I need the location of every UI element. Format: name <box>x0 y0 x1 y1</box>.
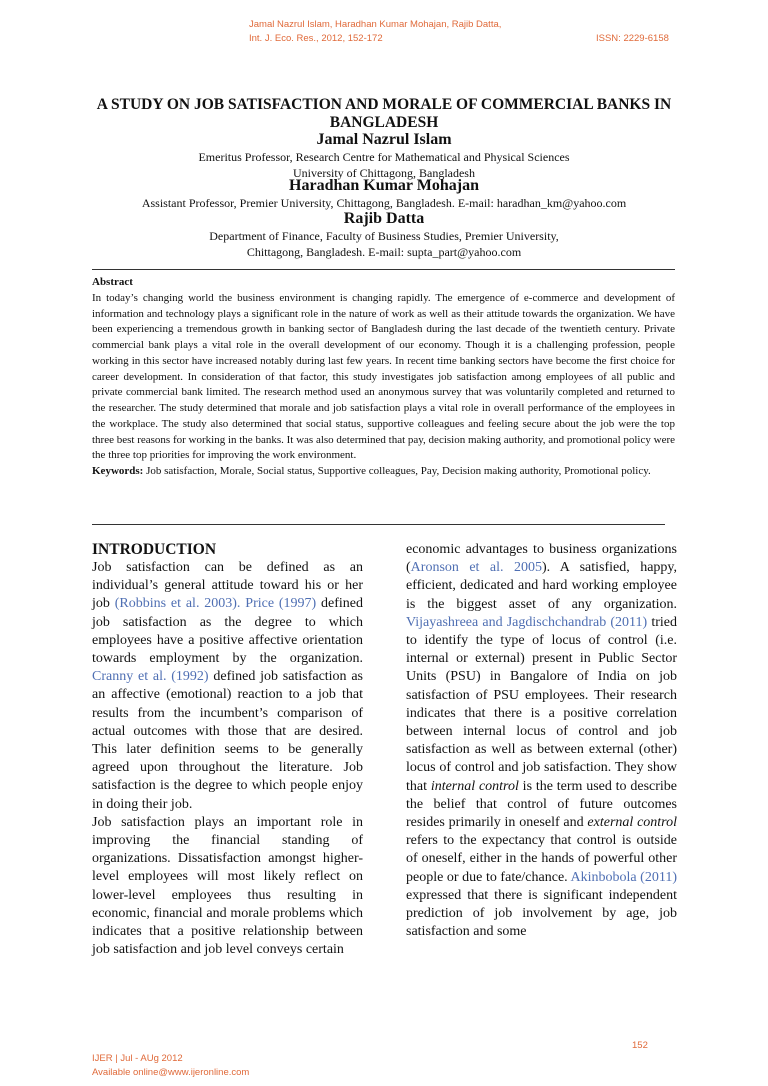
running-header-issn: ISSN: 2229-6158 <box>596 33 669 44</box>
keywords-label: Keywords: <box>92 465 144 477</box>
citation-link[interactable]: Price (1997) <box>245 596 317 612</box>
author-affiliation: University of Chittagong, Bangladesh <box>293 165 475 180</box>
citation-link[interactable]: Vijayashreea and Jagdischchandrab (2011) <box>406 614 648 630</box>
author-affiliation: Emeritus Professor, Research Centre for Mathematical and Physical Sciences <box>198 150 570 164</box>
footer-website: Available online@www.ijeronline.com <box>92 1067 250 1078</box>
section-heading: INTRODUCTION <box>92 541 217 558</box>
running-header-journal: Int. J. Eco. Res., 2012, 152-172 <box>249 33 383 44</box>
emphasis: external control <box>587 815 677 831</box>
citation-link[interactable]: Cranny et al. (1992) <box>92 669 209 685</box>
citation-link[interactable]: (Robbins et al. 2003). <box>114 596 241 612</box>
author-block-2 <box>70 177 698 212</box>
citation-link[interactable]: Akinbobola (2011) <box>570 869 677 885</box>
author-name: Jamal Nazrul Islam <box>316 131 452 148</box>
abstract-heading: Abstract <box>92 276 133 288</box>
emphasis: internal control <box>430 778 519 794</box>
abstract-text: In today’s changing world the business environment is changing rapidly. The emergence of e-commerce and development of information and technology plays a significant role in the nature of work as well as their attitude towards the organization. We have been experiencing a tremendous growth in banking sector of Bangladesh during the last decade of the twentieth century. Private commercial bank plays a vital role in the overall development of our economy. Though it is a challenging profession, people working in this sector have increased notably during last few years. In recent time banking sectors have become the first choice for career development. In consideration of that factor, this study investigates job satisfaction among employees of all public and private commercial bank limited. The research method used an anonymous survey that was voluntarily completed and returned to the researcher. The study determined that morale and job satisfaction plays a vital role in overall performance of the employees in the workplace. The study also determined that social status, supportive colleagues and feeling secure about the job were the top three best reasons for working in the banks. It was also determined that pay, decision making authority, and promotional policy were the three top priorities for improving the work environment. <box>92 291 675 462</box>
author-name: Rajib Datta <box>343 210 425 227</box>
intro-right-column <box>406 541 677 941</box>
intro-left-column <box>92 541 363 959</box>
page-number: 152 <box>632 1040 648 1051</box>
keywords-text: Job satisfaction, Morale, Social status, Supportive colleagues, Pay, Decision making authority, Promotional policy. <box>146 465 651 477</box>
section-divider <box>92 269 675 270</box>
paper-title: A STUDY ON JOB SATISFACTION AND MORALE OF COMMERCIAL BANKS IN BANGLADESH <box>96 96 672 131</box>
footer-journal: IJER | Jul - AUg 2012 <box>92 1053 183 1064</box>
author-name: Haradhan Kumar Mohajan <box>289 177 479 194</box>
paragraph: economic advantages to business organizations (Aronson et al. 2005). A satisfied, happy, efficient, dedicated and hard working employee is the biggest asset of any organization. Vijayashreea and Jagdischchandrab (2011) tried to identify the type of locus of control (i.e. internal or external) present in Public Sector Units (PSU) in Bangalore of India on job satisfaction of PSU employees. Their research indicates that there is a positive correlation between internal locus of control and job satisfaction as well as between external (other) locus of control and job satisfaction. They show that internal control is the term used to describe the belief that control of future outcomes resides primarily in oneself and external control refers to the expectancy that control is outside of oneself, either in the hands of powerful other people or due to fate/chance. Akinbobola (2011) expressed that there is significant independent prediction of job involvement by age, job satisfaction and some <box>406 542 678 940</box>
author-affiliation: Assistant Professor, Premier University, Chittagong, Bangladesh. E-mail: haradhan_km@yahoo.com <box>141 196 627 210</box>
paragraph: Job satisfaction plays an important role in improving the financial standing of organizations. Dissatisfaction amongst higher-level employees will most likely reflect on lower-level employees thus resulting in economic, financial and morale problems which indicates that a positive relationship between job satisfaction and job level conveys certain <box>92 814 363 958</box>
author-block-3 <box>70 210 698 260</box>
section-divider <box>92 524 665 525</box>
abstract <box>92 275 675 480</box>
author-affiliation: Chittagong, Bangladesh. E-mail: supta_part@yahoo.com <box>246 244 522 259</box>
author-block-1 <box>70 131 698 181</box>
paragraph: Job satisfaction can be defined as an individual’s general attitude toward his or her job (Robbins et al. 2003). Price (1997) defined job satisfaction as the degree to which employees have a positive affective orientation towards employment by the organization. Cranny et al. (1992) defined job satisfaction as an affective (emotional) reaction to a job that results from the incumbent’s comparison of actual outcomes with those that are desired. This later definition seems to be generally agreed upon throughout the literature. Job satisfaction is the degree to which people enjoy in doing their job. <box>92 560 364 812</box>
running-header-authors: Jamal Nazrul Islam, Haradhan Kumar Mohajan, Rajib Datta, <box>249 19 502 30</box>
citation-link[interactable]: Aronson et al. 2005 <box>410 560 542 576</box>
author-affiliation: Department of Finance, Faculty of Business Studies, Premier University, <box>209 229 559 243</box>
